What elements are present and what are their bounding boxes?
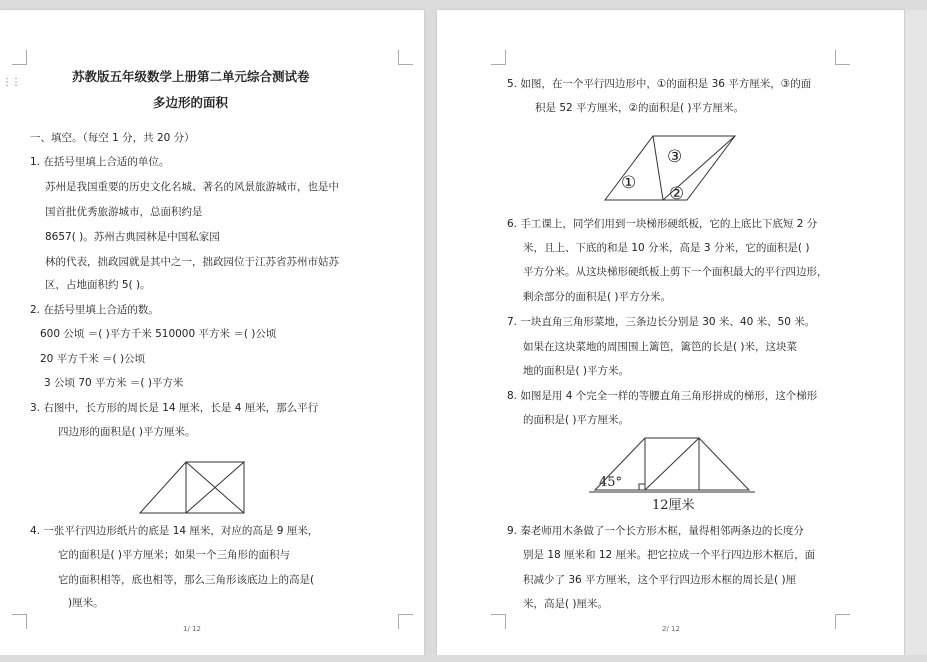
- scrollbar[interactable]: [905, 10, 927, 655]
- q6-line: 平方分米。从这块梯形硬纸板上剪下一个面积最大的平行四边形，: [523, 266, 828, 278]
- q6-line: 6. 手工课上，同学们用到一块梯形硬纸板，它的上底比下底短 2 分: [507, 218, 818, 230]
- region-label-2: ②: [669, 184, 685, 204]
- trapezoid-triangles-figure: [587, 430, 757, 516]
- q2-line: 600 公顷 ＝( )平方千米 510000 平方米 ＝( )公顷: [40, 328, 277, 340]
- q1-line: 苏州是我国重要的历史文化名城、著名的风景旅游城市，也是中: [45, 181, 339, 193]
- page-number: 2/ 12: [662, 625, 680, 633]
- margin-mark-top-right: [835, 50, 850, 65]
- rectangle-parallelogram-figure: [130, 456, 255, 520]
- q9-line: 别是 18 厘米和 12 厘米。把它拉成一个平行四边形木框后，面: [523, 549, 816, 561]
- q4-line: 4. 一张平行四边形纸片的底是 14 厘米，对应的高是 9 厘米，: [30, 525, 319, 537]
- q5-line: 积是 52 平方厘米，②的面积是( )平方厘米。: [535, 102, 744, 114]
- document-page-1: [0, 10, 424, 655]
- q8-line: 的面积是( )平方厘米。: [523, 414, 630, 426]
- q1-line: 林的代表，拙政园就是其中之一，拙政园位于江苏省苏州市姑苏: [45, 256, 339, 268]
- margin-mark-bottom-left: [12, 614, 27, 629]
- status-bar: [0, 655, 927, 662]
- doc-subtitle: 多边形的面积: [153, 95, 229, 110]
- q9-line: 米，高是( )厘米。: [523, 598, 609, 610]
- region-label-1: ①: [621, 173, 637, 193]
- drag-handle-icon[interactable]: ⋮⋮: [2, 77, 20, 88]
- angle-label: 45°: [599, 475, 623, 490]
- q7-line: 7. 一块直角三角形菜地，三条边长分别是 30 米、40 米、50 米。: [507, 316, 816, 328]
- section-heading: 一、填空。（每空 1 分，共 20 分）: [30, 132, 195, 144]
- q2-line: 20 平方千米 ＝( )公顷: [40, 353, 146, 365]
- margin-mark-bottom-right: [398, 614, 413, 629]
- q2-heading: 2. 在括号里填上合适的数。: [30, 304, 159, 316]
- parallelogram-regions-figure: [601, 122, 741, 204]
- document-page-2: [437, 10, 904, 655]
- q1-line: 区，占地面积约 5( )。: [45, 279, 151, 291]
- margin-mark-top-left: [491, 50, 506, 65]
- q4-line: 它的面积相等，底也相等，那么三角形该底边上的高是(: [58, 574, 315, 586]
- q9-line: 9. 秦老师用木条做了一个长方形木框，量得相邻两条边的长度分: [507, 525, 804, 537]
- margin-mark-bottom-right: [835, 614, 850, 629]
- margin-mark-bottom-left: [491, 614, 506, 629]
- q2-line: 3 公顷 70 平方米 ＝( )平方米: [44, 377, 184, 389]
- page-number: 1/ 12: [183, 625, 201, 633]
- region-label-3: ③: [667, 147, 683, 167]
- q4-line: )厘米。: [68, 597, 104, 609]
- margin-mark-top-left: [12, 50, 27, 65]
- q1-heading: 1. 在括号里填上合适的单位。: [30, 156, 170, 168]
- q7-line: 如果在这块菜地的周围围上篱笆，篱笆的长是( )米，这块菜: [523, 341, 798, 353]
- q3-line: 四边形的面积是( )平方厘米。: [58, 426, 196, 438]
- q5-line: 5. 如图，在一个平行四边形中，①的面积是 36 平方厘米，③的面: [507, 78, 812, 90]
- q8-line: 8. 如图是用 4 个完全一样的等腰直角三角形拼成的梯形，这个梯形: [507, 390, 818, 402]
- doc-title: 苏教版五年级数学上册第二单元综合测试卷: [72, 69, 310, 84]
- q9-line: 积减少了 36 平方厘米，这个平行四边形木框的周长是( )厘: [523, 574, 797, 586]
- q4-line: 它的面积是( )平方厘米；如果一个三角形的面积与: [58, 549, 291, 561]
- q7-line: 地的面积是( )平方米。: [523, 365, 630, 377]
- q3-line: 3. 右图中，长方形的周长是 14 厘米，长是 4 厘米，那么平行: [30, 402, 319, 414]
- base-label: 12厘米: [652, 498, 695, 513]
- q1-line: 8657( )。苏州古典园林是中国私家园: [45, 231, 220, 243]
- q1-line: 国首批优秀旅游城市，总面积约是: [45, 206, 203, 218]
- q6-line: 米，且上、下底的和是 10 分米，高是 3 分米，它的面积是( ): [523, 242, 810, 254]
- q6-line: 剩余部分的面积是( )平方分米。: [523, 291, 672, 303]
- margin-mark-top-right: [398, 50, 413, 65]
